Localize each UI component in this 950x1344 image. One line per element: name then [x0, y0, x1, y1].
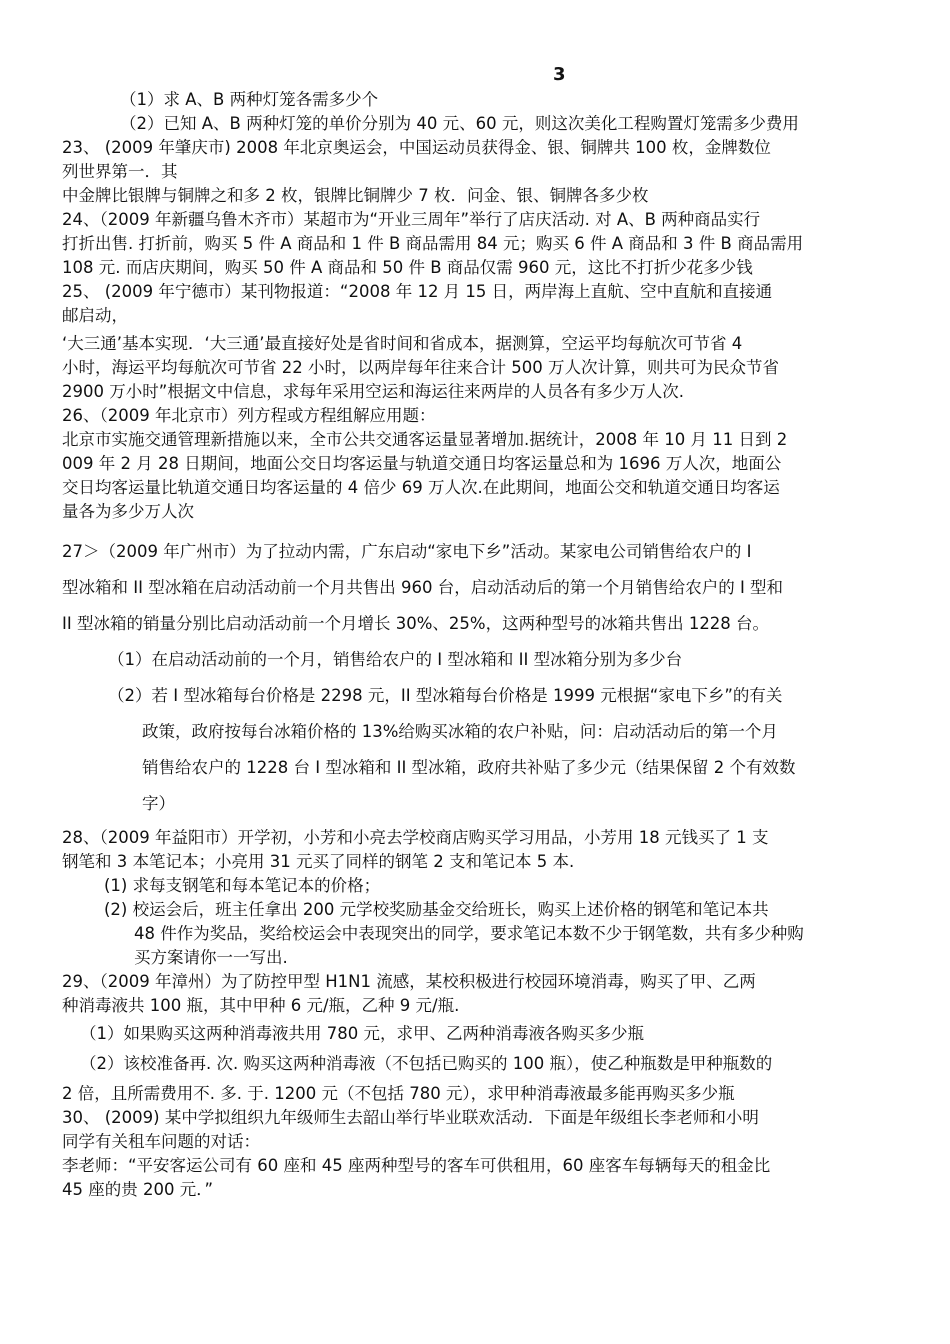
text-line: 交日均客运量比轨道交通日均客运量的 4 倍少 69 万人次.在此期间，地面公交和轨道交通日均客运 [62, 478, 780, 497]
page-number: 3 [553, 64, 566, 85]
text-line: 政策，政府按每台冰箱价格的 13%给购买冰箱的农户补贴，问：启动活动后的第一个月 [142, 722, 778, 741]
text-line: （1）如果购买这两种消毒液共用 780 元，求甲、乙两种消毒液各购买多少瓶 [80, 1024, 644, 1043]
text-line: 2900 万小时”根据文中信息，求每年采用空运和海运往来两岸的人员各有多少万人次. [62, 382, 685, 401]
text-line: 28、（2009 年益阳市）开学初，小芳和小亮去学校商店购买学习用品，小芳用 18 元钱买了 1 支 [62, 828, 769, 847]
text-line: II 型冰箱的销量分别比启动活动前一个月增长 30%、25%，这两种型号的冰箱共售出 1228 台。 [62, 614, 770, 633]
text-line: 27＞（2009 年广州市）为了拉动内需，广东启动“家电下乡”活动。某家电公司销售给农户的 I [62, 542, 752, 561]
text-line: 列世界第一．其 [62, 162, 178, 181]
text-line: （2）若 I 型冰箱每台价格是 2298 元，II 型冰箱每台价格是 1999 元根据“家电下乡”的有关 [108, 686, 783, 705]
text-line: 邮启动， [62, 306, 128, 325]
text-line: (1) 求每支钢笔和每本笔记本的价格； [104, 876, 381, 895]
text-line: 种消毒液共 100 瓶，其中甲种 6 元/瓶，乙种 9 元/瓶. [62, 996, 460, 1015]
text-line: 同学有关租车问题的对话： [62, 1132, 260, 1151]
text-line: 45 座的贵 200 元．” [62, 1180, 214, 1199]
text-line: 打折出售. 打折前，购买 5 件 A 商品和 1 件 B 商品需用 84 元；购买 6 件 A 商品和 3 件 B 商品需用 [62, 234, 804, 253]
text-line: 中金牌比银牌与铜牌之和多 2 枚，银牌比铜牌少 7 枚．问金、银、铜牌各多少枚 [62, 186, 649, 205]
text-line: （2）已知 A、B 两种灯笼的单价分别为 40 元、60 元，则这次美化工程购置灯笼需多少费用 [120, 114, 799, 133]
text-line: 23、 (2009 年肇庆市) 2008 年北京奥运会，中国运动员获得金、银、铜牌共 100 枚，金牌数位 [62, 138, 771, 157]
text-line: 钢笔和 3 本笔记本；小亮用 31 元买了同样的钢笔 2 支和笔记本 5 本. [62, 852, 575, 871]
text-line: 李老师：“平安客运公司有 60 座和 45 座两种型号的客车可供租用，60 座客车每辆每天的租金比 [62, 1156, 771, 1175]
text-line: 108 元. 而店庆期间，购买 50 件 A 商品和 50 件 B 商品仅需 960 元，这比不打折少花多少钱 [62, 258, 753, 277]
text-line: 销售给农户的 1228 台 I 型冰箱和 II 型冰箱，政府共补贴了多少元（结果保留 2 个有效数 [142, 758, 796, 777]
text-line: 29、（2009 年漳州）为了防控甲型 H1N1 流感，某校积极进行校园环境消毒，购买了甲、乙两 [62, 972, 756, 991]
text-line: 型冰箱和 II 型冰箱在启动活动前一个月共售出 960 台，启动活动后的第一个月销售给农户的 I 型和 [62, 578, 784, 597]
text-line: 北京市实施交通管理新措施以来，全市公共交通客运量显著增加.据统计，2008 年 10 月 11 日到 2 [62, 430, 788, 449]
text-line: 24、（2009 年新疆乌鲁木齐市）某超市为“开业三周年”举行了店庆活动. 对 A、B 两种商品实行 [62, 210, 761, 229]
text-line: 48 件作为奖品，奖给校运会中表现突出的同学，要求笔记本数不少于钢笔数，共有多少种购 [134, 924, 804, 943]
text-line: 009 年 2 月 28 日期间，地面公交日均客运量与轨道交通日均客运量总和为 1696 万人次，地面公 [62, 454, 782, 473]
text-line: 30、 (2009) 某中学拟组织九年级师生去韶山举行毕业联欢活动．下面是年级组长李老师和小明 [62, 1108, 759, 1127]
text-line: 25、 (2009 年宁德市）某刊物报道：“2008 年 12 月 15 日，两岸海上直航、空中直航和直接通 [62, 282, 773, 301]
text-line: 量各为多少万人次 [62, 502, 194, 521]
text-line: 26、（2009 年北京市）列方程或方程组解应用题： [62, 406, 436, 425]
text-line: (2) 校运会后，班主任拿出 200 元学校奖励基金交给班长，购买上述价格的钢笔和笔记本共 [104, 900, 769, 919]
document-body [62, 88, 892, 1202]
text-line: 买方案请你一一写出. [134, 948, 288, 967]
text-line: 2 倍，且所需费用不. 多. 于. 1200 元（不包括 780 元），求甲种消毒液最多能再购买多少瓶 [62, 1084, 735, 1103]
text-line: ‘大三通’基本实现．‘大三通’最直接好处是省时间和省成本，据测算，空运平均每航次可节省 4 [62, 334, 743, 353]
text-line: 小时，海运平均每航次可节省 22 小时，以两岸每年往来合计 500 万人次计算，则共可为民众节省 [62, 358, 779, 377]
text-line: 字） [142, 794, 175, 813]
text-line: （1）求 A、B 两种灯笼各需多少个 [120, 90, 379, 109]
text-line: （1）在启动活动前的一个月，销售给农户的 I 型冰箱和 II 型冰箱分别为多少台 [108, 650, 683, 669]
text-line: （2）该校准备再. 次. 购买这两种消毒液（不包括已购买的 100 瓶），使乙种瓶数是甲种瓶数的 [80, 1054, 773, 1073]
